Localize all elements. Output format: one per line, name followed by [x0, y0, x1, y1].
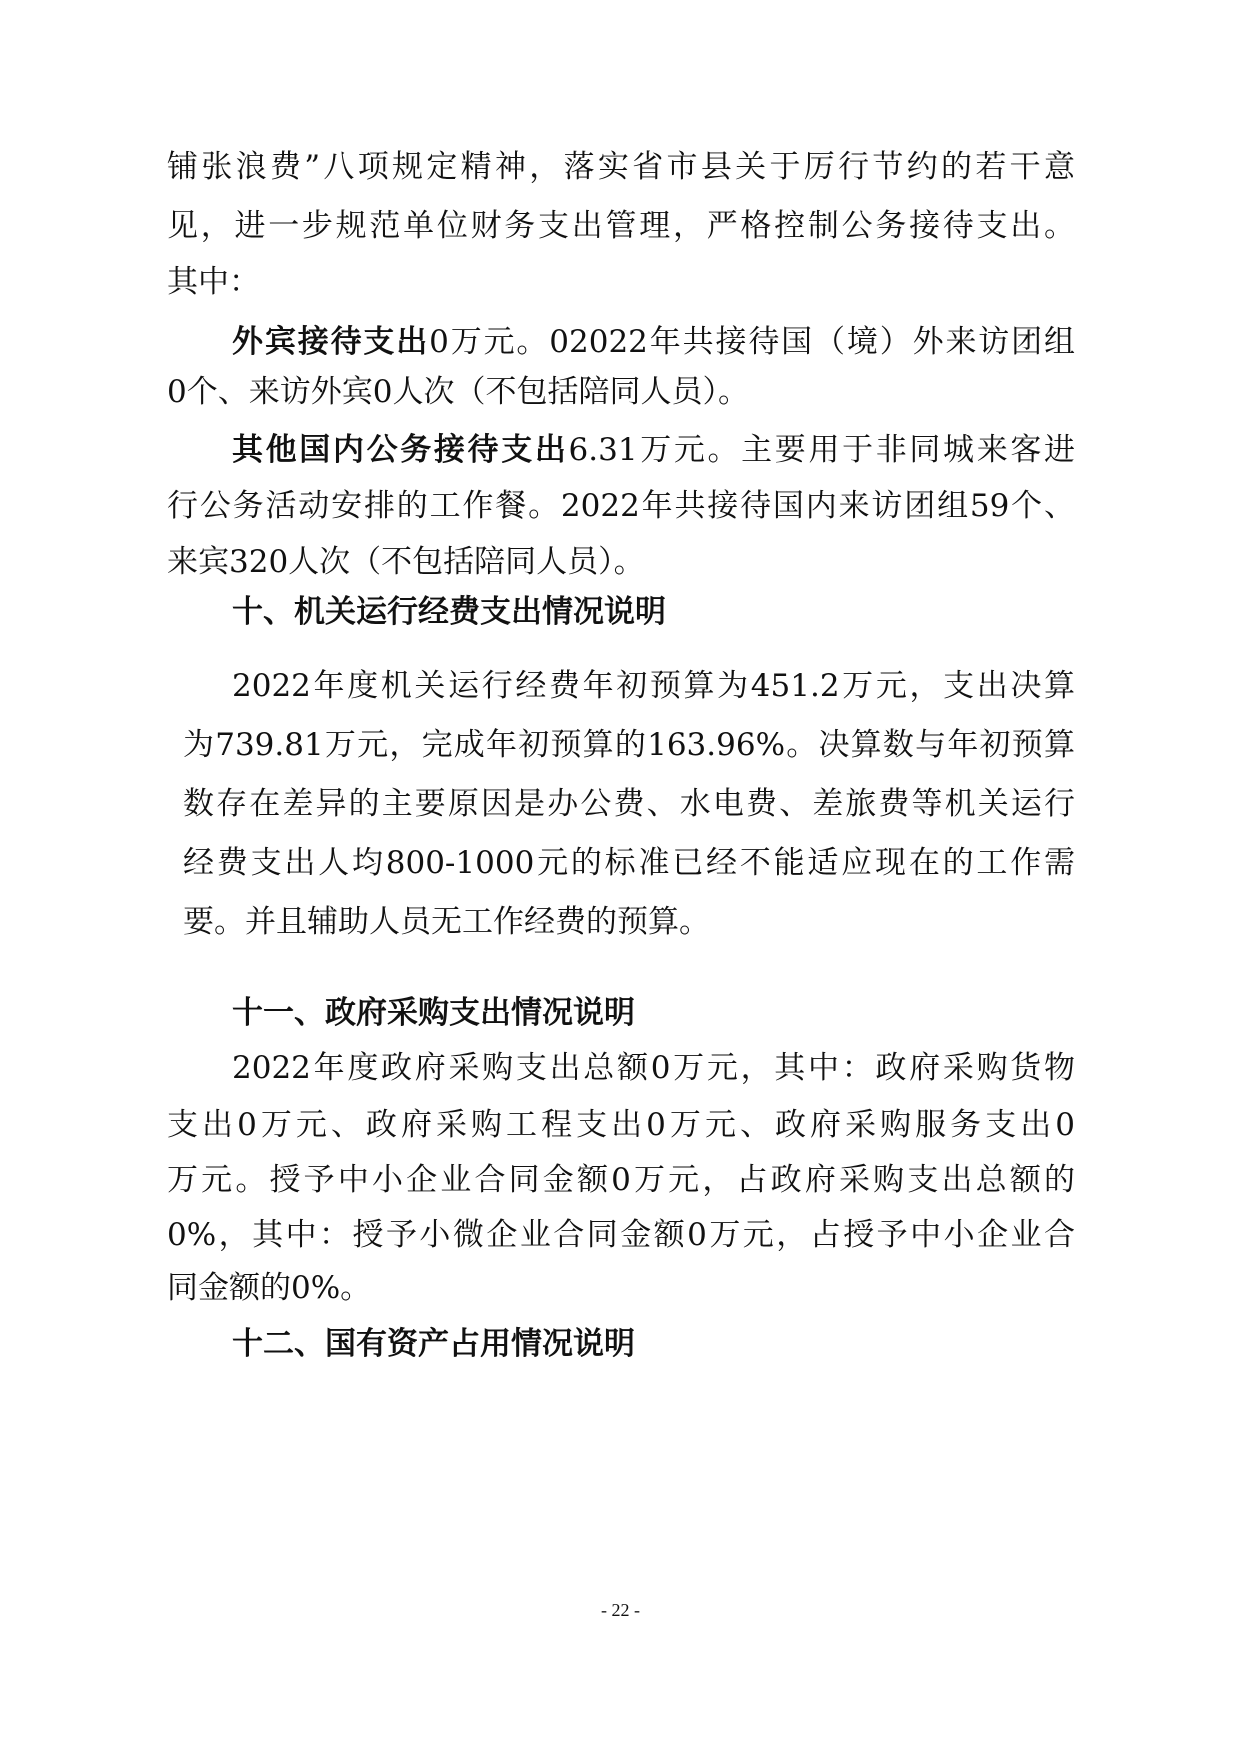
paragraph-line: 其中：	[167, 264, 260, 300]
page-number: - 22 -	[601, 1600, 640, 1620]
paragraph-line: 经费支出人均800-1000元的标准已经不能适应现在的工作需	[183, 845, 1075, 881]
paragraph-line: 要。并且辅助人员无工作经费的预算。	[183, 904, 710, 940]
section-heading: 十一、政府采购支出情况说明	[232, 995, 635, 1031]
paragraph-line: 万元。授予中小企业合同金额0万元，占政府采购支出总额的	[167, 1162, 1075, 1198]
paragraph-line: 行公务活动安排的工作餐。2022年共接待国内来访团组59个、	[167, 488, 1075, 524]
paragraph-line: 2022年度政府采购支出总额0万元，其中：政府采购货物	[232, 1050, 1075, 1086]
paragraph-line: 见，进一步规范单位财务支出管理，严格控制公务接待支出。	[167, 208, 1075, 244]
paragraph-line: 来宾320人次（不包括陪同人员）。	[167, 544, 645, 580]
inline-heading: 其他国内公务接待支出	[232, 432, 569, 468]
paragraph-text: 0万元。02022年共接待国（境）外来访团组	[429, 324, 1075, 360]
paragraph-line: 0%，其中：授予小微企业合同金额0万元，占授予中小企业合	[167, 1217, 1075, 1253]
paragraph-line: 为739.81万元，完成年初预算的163.96%。决算数与年初预算	[183, 727, 1075, 763]
paragraph-line: 数存在差异的主要原因是办公费、水电费、差旅费等机关运行	[183, 786, 1075, 822]
inline-heading: 外宾接待支出	[232, 324, 430, 360]
paragraph-text: 6.31万元。主要用于非同城来客进	[568, 432, 1075, 468]
section-heading: 十二、国有资产占用情况说明	[232, 1326, 635, 1362]
paragraph-line: 支出0万元、政府采购工程支出0万元、政府采购服务支出0	[167, 1107, 1075, 1143]
paragraph-line	[232, 430, 1075, 470]
paragraph-line: 铺张浪费”八项规定精神，落实省市县关于厉行节约的若干意	[167, 149, 1075, 185]
section-heading: 十、机关运行经费支出情况说明	[232, 594, 666, 630]
paragraph-line	[232, 322, 1075, 362]
paragraph-line: 2022年度机关运行经费年初预算为451.2万元，支出决算	[232, 668, 1075, 704]
paragraph-line: 0个、来访外宾0人次（不包括陪同人员）。	[167, 374, 749, 410]
paragraph-line: 同金额的0%。	[167, 1270, 372, 1306]
